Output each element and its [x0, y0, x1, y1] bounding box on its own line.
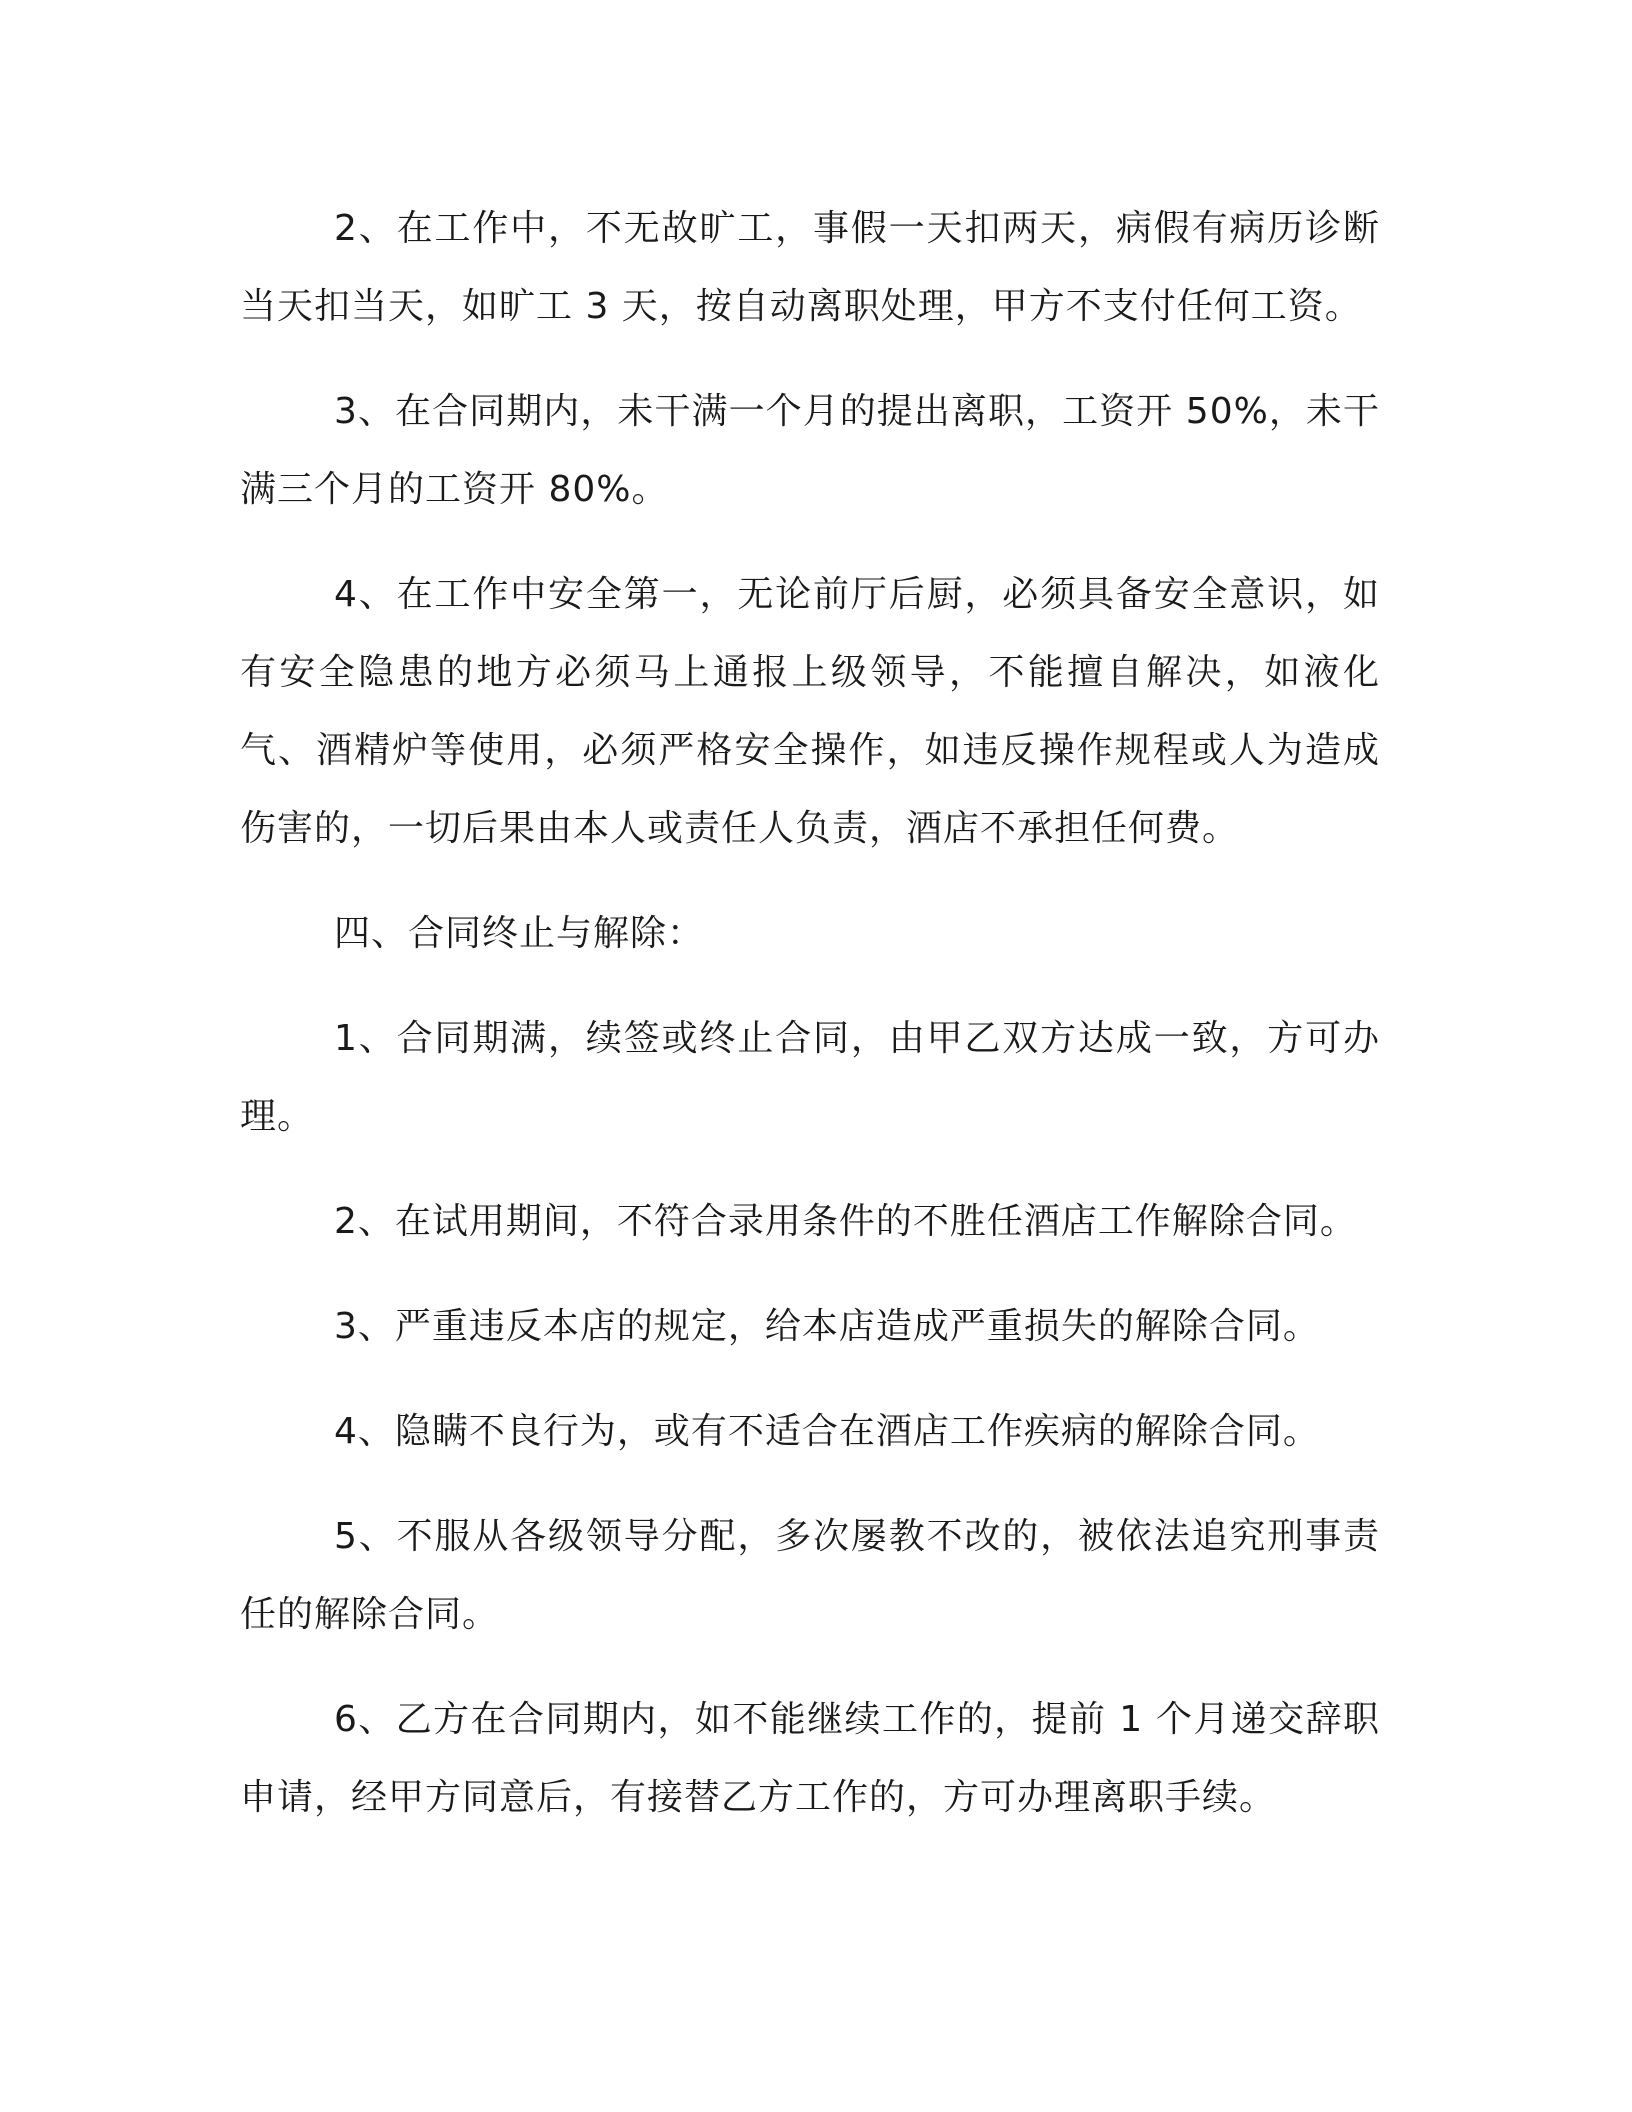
clause-paragraph: 2、在试用期间，不符合录用条件的不胜任酒店工作解除合同。 — [334, 1201, 1357, 1242]
clause-paragraph: 5、不服从各级领导分配，多次屡教不改的，被依法追究刑事责任的解除合同。 — [240, 1516, 1380, 1635]
clause-paragraph: 4、在工作中安全第一，无论前厅后厨，必须具备安全意识，如有安全隐患的地方必须马上通报上级领导，不能擅自解决，如液化气、酒精炉等使用，必须严格安全操作，如违反操作规程或人为造成伤害的，一切后果由本人或责任人负责，酒店不承担任何费。 — [240, 574, 1380, 849]
clause-paragraph: 1、合同期满，续签或终止合同，由甲乙双方达成一致，方可办理。 — [240, 1018, 1380, 1137]
clause-paragraph: 2、在工作中，不无故旷工，事假一天扣两天，病假有病历诊断当天扣当天，如旷工 3 天，按自动离职处理，甲方不支付任何工资。 — [240, 208, 1380, 327]
clause-paragraph: 3、严重违反本店的规定，给本店造成严重损失的解除合同。 — [334, 1306, 1320, 1347]
section-heading: 四、合同终止与解除： — [334, 913, 705, 954]
clause-paragraph: 4、隐瞒不良行为，或有不适合在酒店工作疾病的解除合同。 — [334, 1411, 1320, 1452]
document-page — [240, 190, 1380, 1864]
clause-paragraph: 3、在合同期内，未干满一个月的提出离职，工资开 50%，未干满三个月的工资开 80%。 — [240, 391, 1380, 510]
clause-paragraph: 6、乙方在合同期内，如不能继续工作的，提前 1 个月递交辞职申请，经甲方同意后，有接替乙方工作的，方可办理离职手续。 — [240, 1699, 1380, 1818]
